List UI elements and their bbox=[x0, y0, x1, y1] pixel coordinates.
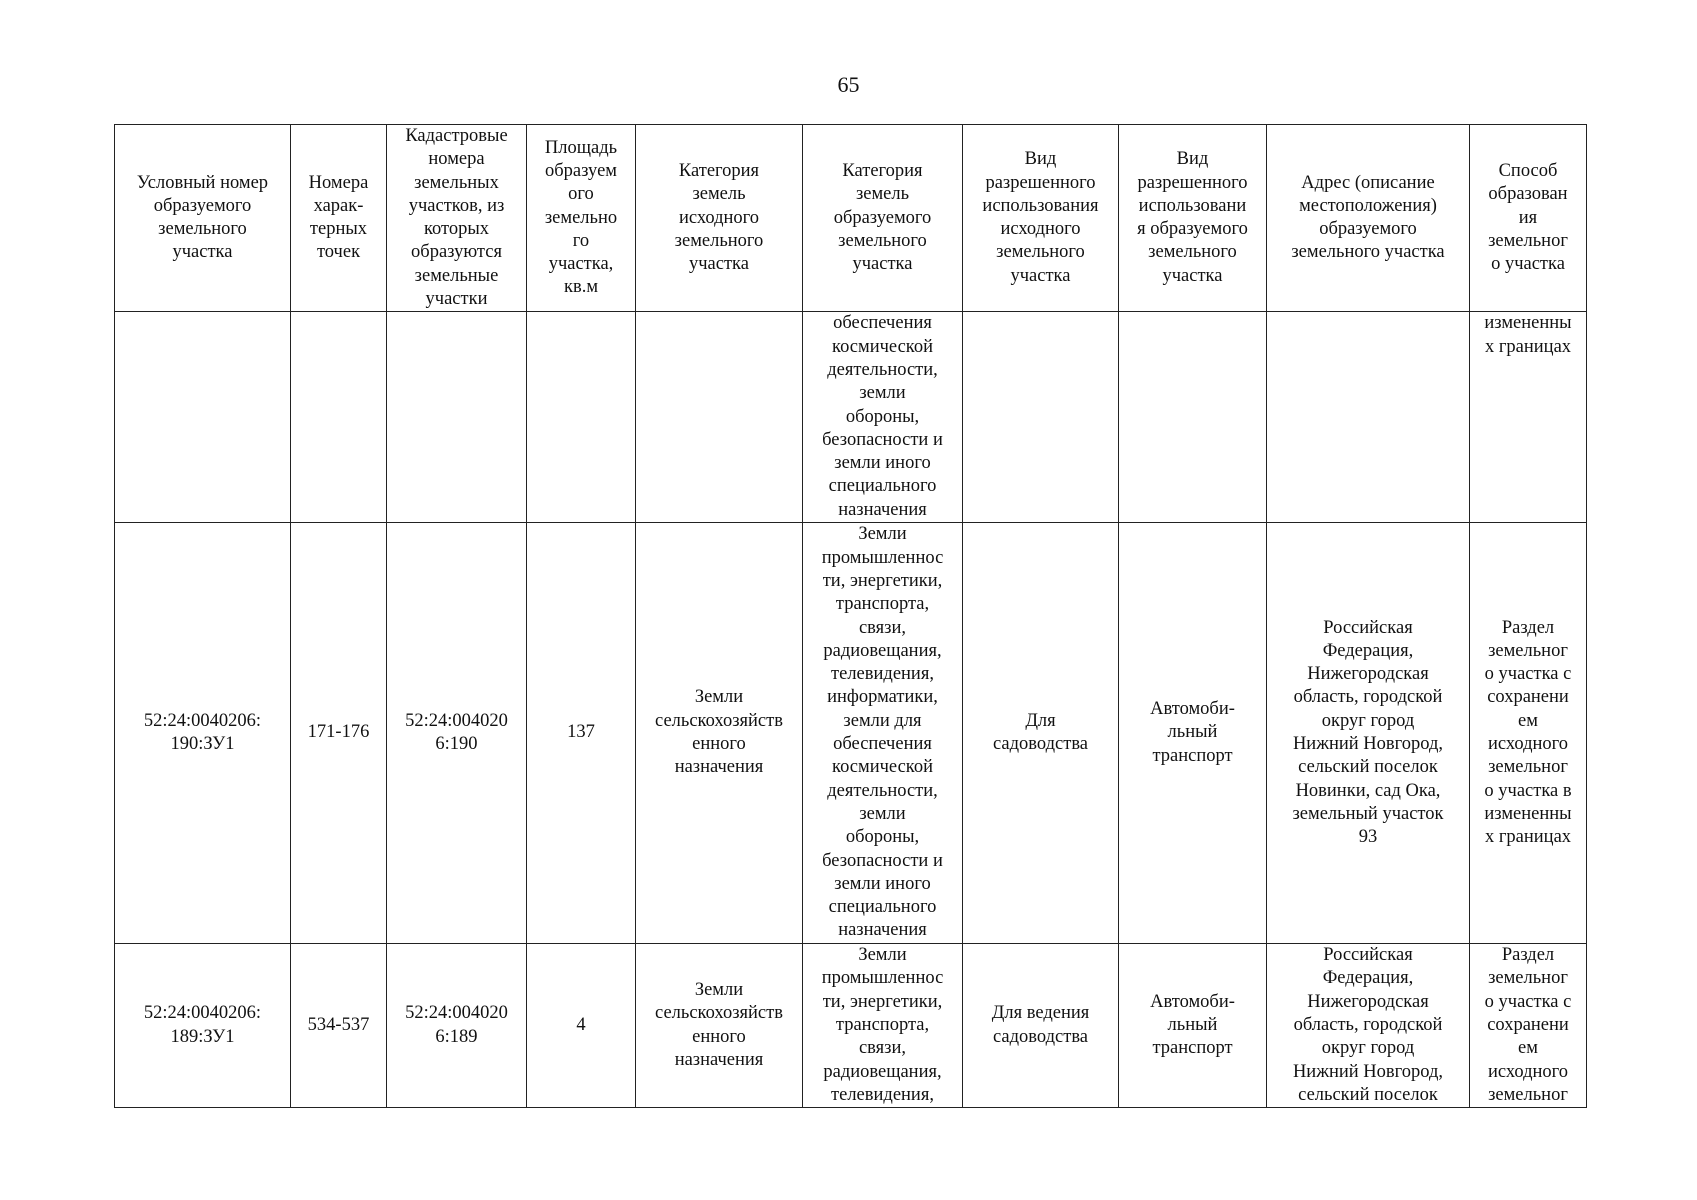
cell-source-permitted-use bbox=[963, 312, 1119, 523]
cell-address: Российская Федерация, Нижегородская область, городской округ город Нижний Новгород, сельский поселок Новинки, сад Ока, земельный участок 93 bbox=[1267, 523, 1470, 944]
header-source-cadastral-numbers: Кадастровые номера земельных участков, из которых образуются земельные участки bbox=[387, 125, 527, 312]
cell-area: 137 bbox=[527, 523, 636, 944]
header-source-land-category: Категория земель исходного земельного участка bbox=[636, 125, 803, 312]
cell-new-land-category: Земли промышленнос ти, энергетики, транспорта, связи, радиовещания, телевидения, информатики, земли для обеспечения космической деятельности, земли обороны, безопасности и земли иного специального назначения bbox=[803, 523, 963, 944]
cell-source-land-category bbox=[636, 312, 803, 523]
header-plot-number: Условный номер образуемого земельного участка bbox=[115, 125, 291, 312]
cell-point-numbers: 171-176 bbox=[291, 523, 387, 944]
cell-plot-number: 52:24:0040206: 190:ЗУ1 bbox=[115, 523, 291, 944]
cell-address bbox=[1267, 312, 1470, 523]
cell-plot-number bbox=[115, 312, 291, 523]
cell-source-cadastral-number: 52:24:004020 6:189 bbox=[387, 944, 527, 1108]
cell-source-land-category: Земли сельскохозяйств енного назначения bbox=[636, 523, 803, 944]
cell-new-permitted-use: Автомоби- льный транспорт bbox=[1119, 523, 1267, 944]
cell-formation-method: измененны х границах bbox=[1470, 312, 1587, 523]
cell-formation-method: Раздел земельног о участка с сохранени ем исходного земельног bbox=[1470, 944, 1587, 1108]
cell-formation-method: Раздел земельног о участка с сохранени ем исходного земельног о участка в измененны х границах bbox=[1470, 523, 1587, 944]
header-formation-method: Способ образован ия земельног о участка bbox=[1470, 125, 1587, 312]
cell-point-numbers: 534-537 bbox=[291, 944, 387, 1108]
table-row bbox=[115, 523, 1587, 944]
cell-source-cadastral-number: 52:24:004020 6:190 bbox=[387, 523, 527, 944]
land-plots-table bbox=[114, 124, 1587, 1108]
header-area: Площадь образуем ого земельно го участка, кв.м bbox=[527, 125, 636, 312]
page-number: 65 bbox=[837, 72, 860, 97]
cell-address: Российская Федерация, Нижегородская область, городской округ город Нижний Новгород, сельский поселок bbox=[1267, 944, 1470, 1108]
cell-source-permitted-use: Для ведения садоводства bbox=[963, 944, 1119, 1108]
header-point-numbers: Номера харак- терных точек bbox=[291, 125, 387, 312]
cell-source-land-category: Земли сельскохозяйств енного назначения bbox=[636, 944, 803, 1108]
cell-new-permitted-use: Автомоби- льный транспорт bbox=[1119, 944, 1267, 1108]
cell-plot-number: 52:24:0040206: 189:ЗУ1 bbox=[115, 944, 291, 1108]
table-header-row bbox=[115, 125, 1587, 312]
cell-source-cadastral-number bbox=[387, 312, 527, 523]
header-source-permitted-use: Вид разрешенного использования исходного земельного участка bbox=[963, 125, 1119, 312]
cell-new-permitted-use bbox=[1119, 312, 1267, 523]
header-new-permitted-use: Вид разрешенного использовани я образуемого земельного участка bbox=[1119, 125, 1267, 312]
cell-point-numbers bbox=[291, 312, 387, 523]
header-address: Адрес (описание местоположения) образуемого земельного участка bbox=[1267, 125, 1470, 312]
cell-source-permitted-use: Для садоводства bbox=[963, 523, 1119, 944]
table-row bbox=[115, 312, 1587, 523]
table-row bbox=[115, 944, 1587, 1108]
cell-new-land-category: Земли промышленнос ти, энергетики, транспорта, связи, радиовещания, телевидения, bbox=[803, 944, 963, 1108]
header-new-land-category: Категория земель образуемого земельного участка bbox=[803, 125, 963, 312]
cell-area: 4 bbox=[527, 944, 636, 1108]
cell-area bbox=[527, 312, 636, 523]
cell-new-land-category: обеспечения космической деятельности, земли обороны, безопасности и земли иного специального назначения bbox=[803, 312, 963, 523]
